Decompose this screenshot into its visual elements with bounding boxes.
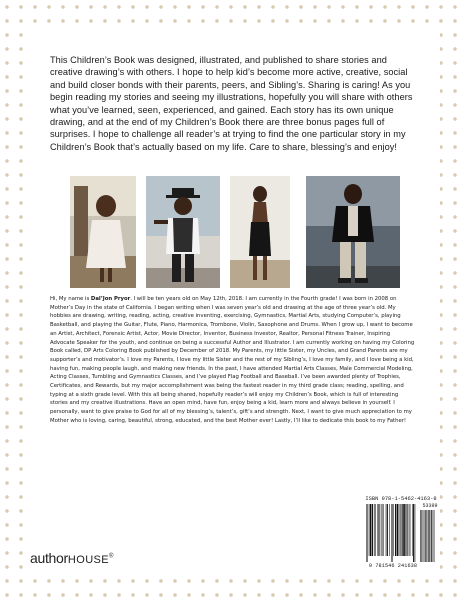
barcode-bar bbox=[407, 504, 408, 556]
barcode-bar bbox=[395, 504, 396, 556]
ean-bars bbox=[366, 504, 418, 562]
addon-bars bbox=[420, 510, 438, 562]
publisher-logo bbox=[30, 550, 113, 566]
barcode-bar bbox=[392, 504, 393, 562]
photo-strip bbox=[70, 176, 400, 288]
isbn-barcode bbox=[364, 496, 438, 574]
photo-boy-hat bbox=[146, 176, 220, 288]
barcode-bar bbox=[370, 504, 372, 556]
photo-child-dress bbox=[70, 176, 136, 288]
barcode-bar bbox=[372, 504, 373, 556]
barcode-bar bbox=[421, 510, 422, 562]
barcode-bar bbox=[425, 510, 426, 562]
logo-author: author bbox=[30, 550, 68, 566]
barcode-bar bbox=[366, 504, 367, 562]
barcode-bar bbox=[412, 504, 413, 556]
logo-house: HOUSE bbox=[67, 554, 110, 566]
barcode-bar bbox=[399, 504, 400, 556]
barcode-bar bbox=[389, 504, 390, 556]
bio-body: . I will be ten years old on May 12th, 2018. I am currently in the Fourth grade! I was born in 2008 on Mother’s Day in the state of California. I began writing when I was seven year’s old and drawing at the age of three year’s old. My hobbies are drawing, writing, reading, acting, creative inventing, exercising, Gymnastics, Martial Arts, studying Computer’s, playing Basketball, and playing the Guitar, Flute, Piano, Harmonica, Trombone, Violin, Saxophone and Drums. When I grow up, I want to become an Artist, Architect, Forensic Artist, Actor, Movie Director, Inventor, Business Investor, Realtor, Personal Fitness Trainer, Inspiring Advocate Speaker for the youth, and continue on being a successful Author and Illustrator. I am currently working on having my Coloring Book called, DP Arts Coloring Book published by December of 2018. My Parents, my little Sister, my Uncles, and Grand Parents are my supporter’s and motivator’s. I love my Parents, I love my little Sister and the rest of my Sibling’s, I love my family, and I love being a kid, having fun, making people laugh, and making new friends. In the past, I have attended Martial Arts Classes, Male Commercial Modeling, Acting Classes, Tumbling and Gymnastics Classes, and I’ve played Flag Football and Baseball. I’ve been awarded plenty of Trophies, Certificates, and Rewards, but my major accomplishment was being the fastest reader in my third grade class; reading, spelling, and typing at a sixth grade level. With this all being shared, hopefully reader’s will enjoy my Children’s Book, which is full of interesting stories and my creative illustrations. Have an open mind, have fun, enjoy being a kid, learn more and always believe in yourself. I personally, want to give praise to God for all of my blessing’s, talent’s, gift’s and strength. Next, I want to give much appreciation to my Mother who is loving, caring, beautiful, strong, educated, and the best Mother ever! Lastly, I’ll like to dedicate this book to my Father! bbox=[50, 296, 415, 424]
logo-registered-mark: ® bbox=[109, 553, 114, 560]
barcode-bar bbox=[409, 504, 410, 556]
price-code: 53399 bbox=[422, 503, 438, 509]
barcode-bar bbox=[413, 504, 414, 562]
author-name: Dal’Jon Pryor bbox=[90, 296, 131, 302]
intro-paragraph: This Children’s Book was designed, illustrated, and published to share stories and creative drawing’s with others. I hope to help kid’s become more active, creative, social and build closer bonds with their parents, peers, and Sibling’s. Sharing is caring! As you begin reading my stories and seeing my illustrations, hopefully you will share with others what you’ve learned, seen, experienced, and gained. Each story has its own unique drawing, and at the end of my Children’s Book there are three bonus pages full of surprises. I hope to challenge all reader’s at trying to find the one particular story in my Children’s Book that’s actually based on my life. Care to share, blessing’s and enjoy! bbox=[50, 55, 413, 152]
barcode-bar bbox=[428, 510, 429, 562]
photo-woman-dress bbox=[230, 176, 290, 288]
photo-man-jacket bbox=[306, 176, 400, 288]
barcode-bar bbox=[374, 504, 375, 556]
barcode-bar bbox=[393, 504, 394, 556]
barcode-bar bbox=[391, 504, 392, 562]
barcode-bar bbox=[381, 504, 382, 556]
barcode-bar bbox=[367, 504, 368, 562]
barcode-bar bbox=[383, 504, 384, 556]
barcode-bar bbox=[387, 504, 388, 556]
barcode-bar bbox=[405, 504, 406, 556]
barcode-bar bbox=[415, 504, 416, 562]
barcode-bar bbox=[397, 504, 399, 556]
barcode-bar bbox=[403, 504, 405, 556]
bio-lead: Hi, My name is bbox=[50, 296, 91, 302]
barcode-bar bbox=[377, 504, 378, 556]
back-cover-panel bbox=[24, 30, 440, 578]
barcode-bar bbox=[402, 504, 403, 556]
barcode-bar bbox=[386, 504, 387, 556]
barcode-bar bbox=[431, 510, 432, 562]
barcode-bar bbox=[382, 504, 383, 556]
barcode-bar bbox=[369, 504, 370, 556]
barcode-bar bbox=[400, 504, 401, 556]
barcode-digits: 9 781546 241638 bbox=[368, 563, 418, 569]
author-bio bbox=[50, 295, 416, 426]
barcode-bar bbox=[379, 504, 380, 556]
barcode-bar bbox=[410, 504, 411, 556]
barcode-bar bbox=[375, 504, 376, 556]
isbn-number: ISBN 978-1-5462-4163-8 bbox=[365, 496, 437, 502]
